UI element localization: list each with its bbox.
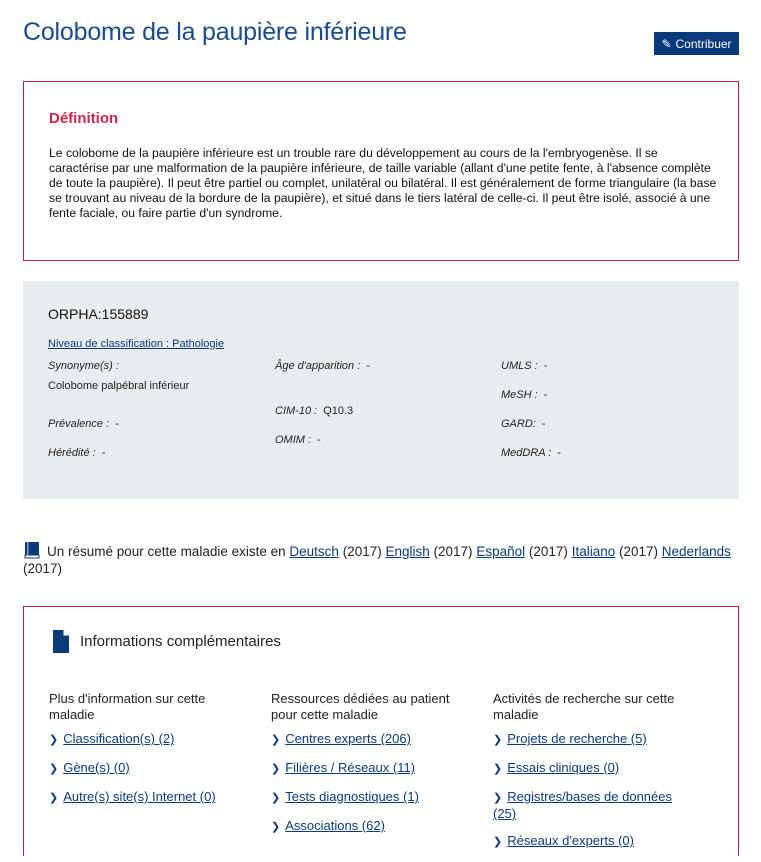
umls-value: - <box>543 360 548 372</box>
associations-link[interactable]: Associations (62) <box>285 818 385 833</box>
contribute-label: Contribuer <box>675 36 732 51</box>
definition-heading: Définition <box>49 110 119 127</box>
gard-field <box>501 418 546 430</box>
icd10-label: CIM-10 : <box>275 405 318 417</box>
chevron-right-icon: ❯ <box>493 734 503 746</box>
gard-value: - <box>541 418 546 430</box>
list-item <box>49 789 254 806</box>
umls-label: UMLS : <box>501 360 538 372</box>
chevron-right-icon: ❯ <box>49 763 59 775</box>
heredity-value: - <box>101 447 106 459</box>
chevron-right-icon: ❯ <box>49 792 59 804</box>
meddra-field <box>501 447 561 459</box>
list-item <box>49 760 254 777</box>
mesh-label: MeSH : <box>501 389 538 401</box>
list-item <box>49 731 254 748</box>
icd10-value: Q10.3 <box>323 405 354 417</box>
icd10-field <box>275 405 353 417</box>
onset-value: - <box>366 360 370 372</box>
mesh-field <box>501 389 547 401</box>
page-title: Colobome de la paupière inférieure <box>23 18 407 46</box>
chevron-right-icon: ❯ <box>271 821 281 833</box>
prevalence-field <box>48 418 119 430</box>
complementary-title: Informations complémentaires <box>80 633 281 650</box>
diagnostic-tests-link[interactable]: Tests diagnostiques (1) <box>285 789 419 804</box>
column-heading: Plus d'information sur cette maladie <box>49 691 206 722</box>
meddra-label: MedDRA : <box>501 447 552 459</box>
list-item <box>493 760 698 777</box>
complementary-info-section <box>23 606 739 856</box>
summary-link-nederlands[interactable]: Nederlands <box>661 544 731 559</box>
definition-text: Le colobome de la paupière inférieure est un trouble rare du développement au cours de la l'embryogenèse. Il se caractérise par une malformation de la paupière inférieure, de taille variable (allant d'une petite fente, à l'absence complète de toute la paupière). Il peut être partiel ou complet, unilatéral ou bilatéral. Il est généralement de forme triangulaire (la base se trouvant au niveau de la bordure de la paupière), et situé dans le tiers latéral de celle-ci. Il peut être isolé, associé à une fente faciale, ou faire partie d'un syndrome. <box>49 146 717 220</box>
chevron-right-icon: ❯ <box>271 763 281 775</box>
summary-availability <box>23 541 739 577</box>
classification-level-link[interactable]: Niveau de classification : Pathologie <box>48 338 225 350</box>
meddra-value: - <box>557 447 561 459</box>
chevron-right-icon: ❯ <box>493 792 503 804</box>
prevalence-label: Prévalence : <box>48 418 110 430</box>
summary-link-english[interactable]: English <box>385 544 430 559</box>
expert-networks-link[interactable]: Réseaux d'experts (0) <box>507 833 634 848</box>
prevalence-value: - <box>115 418 119 430</box>
umls-field <box>501 360 547 372</box>
omim-value: - <box>317 434 321 446</box>
more-info-column <box>49 691 254 818</box>
research-activities-column <box>493 691 698 862</box>
gard-label: GARD: <box>501 418 536 430</box>
chevron-right-icon: ❯ <box>493 763 503 775</box>
omim-label: OMIM : <box>275 434 312 446</box>
document-icon <box>52 629 70 654</box>
column-heading: Ressources dédiées au patient pour cette maladie <box>271 691 450 722</box>
summary-year: (2017) <box>433 544 473 559</box>
summary-year: (2017) <box>619 544 659 559</box>
other-websites-link[interactable]: Autre(s) site(s) Internet (0) <box>63 789 216 804</box>
clinical-trials-link[interactable]: Essais cliniques (0) <box>507 760 620 775</box>
summary-link-italiano[interactable]: Italiano <box>571 544 616 559</box>
orpha-code: ORPHA:155889 <box>48 306 149 322</box>
pencil-icon: ✎ <box>661 36 672 51</box>
expert-centres-link[interactable]: Centres experts (206) <box>285 731 411 746</box>
chevron-right-icon: ❯ <box>271 792 281 804</box>
onset-label: Âge d'apparition : <box>275 360 361 372</box>
heredity-field <box>48 447 105 459</box>
list-item <box>493 789 698 821</box>
chevron-right-icon: ❯ <box>493 836 503 848</box>
summary-prefix: Un résumé pour cette maladie existe en <box>47 544 286 559</box>
list-item <box>271 789 476 806</box>
contribute-button[interactable] <box>654 32 739 55</box>
disease-info-panel <box>23 281 739 499</box>
classifications-link[interactable]: Classification(s) (2) <box>63 731 175 746</box>
onset-field <box>275 360 370 372</box>
book-icon <box>23 541 41 559</box>
registries-link[interactable]: Registres/bases de données (25) <box>493 789 672 821</box>
heredity-label: Hérédité : <box>48 447 96 459</box>
list-item <box>493 833 698 850</box>
column-heading: Activités de recherche sur cette maladie <box>493 691 675 722</box>
summary-year: (2017) <box>342 544 382 559</box>
patient-resources-column <box>271 691 476 847</box>
summary-link-espanol[interactable]: Español <box>476 544 526 559</box>
synonyms-label: Synonyme(s) : <box>48 360 119 372</box>
definition-section <box>23 81 739 261</box>
list-item <box>271 818 476 835</box>
list-item <box>271 760 476 777</box>
genes-link[interactable]: Gène(s) (0) <box>63 760 130 775</box>
list-item <box>271 731 476 748</box>
research-projects-link[interactable]: Projets de recherche (5) <box>507 731 647 746</box>
summary-year: (2017) <box>23 561 63 576</box>
networks-link[interactable]: Filières / Réseaux (11) <box>285 760 416 775</box>
list-item <box>493 731 698 748</box>
complementary-header <box>52 629 281 654</box>
mesh-value: - <box>543 389 548 401</box>
chevron-right-icon: ❯ <box>49 734 59 746</box>
synonyms-field <box>48 360 189 392</box>
chevron-right-icon: ❯ <box>271 734 281 746</box>
omim-field <box>275 434 321 446</box>
synonyms-value: Colobome palpébral inférieur <box>48 380 190 392</box>
summary-year: (2017) <box>528 544 568 559</box>
summary-link-deutsch[interactable]: Deutsch <box>289 544 339 559</box>
